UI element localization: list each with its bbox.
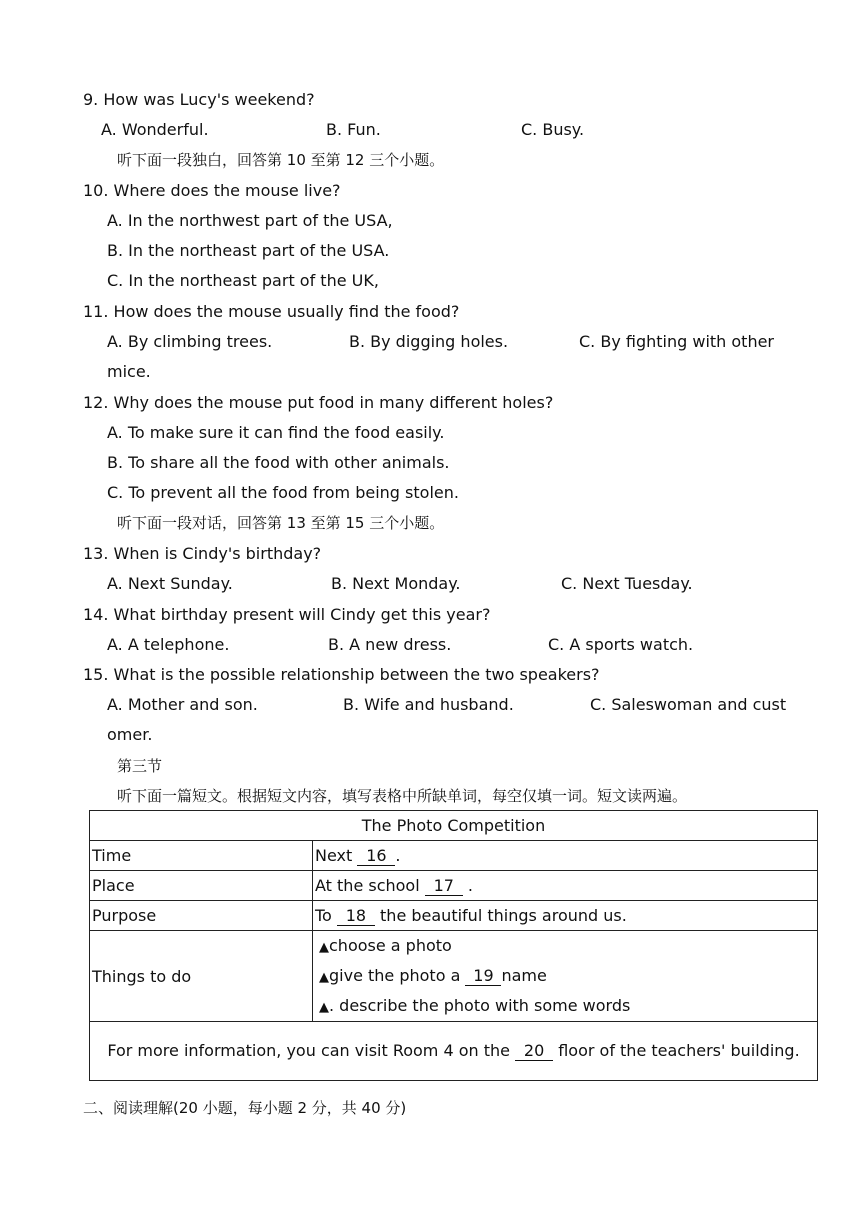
table-row-things	[90, 931, 818, 1022]
blank-19: 19	[465, 967, 501, 986]
thing-1	[313, 931, 817, 961]
q15-option-c: C. Saleswoman and cust	[590, 695, 787, 714]
part-2-heading: 二、阅读理解(20 小题，每小题 2 分，共 40 分)	[83, 1099, 407, 1117]
blank-17: 17	[425, 877, 463, 896]
q11-option-c: C. By fighting with other	[579, 332, 775, 351]
q13-option-a: A. Next Sunday.	[107, 574, 233, 593]
place-value	[313, 871, 818, 901]
question-11: 11. How does the mouse usually find the food?	[83, 302, 460, 321]
things-value	[313, 931, 818, 1022]
q11-option-a: A. By climbing trees.	[107, 332, 273, 351]
time-prefix: Next	[315, 845, 353, 865]
footer-suffix: floor of the teachers' building.	[558, 1041, 800, 1060]
q9-option-a: A. Wonderful.	[101, 120, 209, 139]
q13-option-c: C. Next Tuesday.	[561, 574, 693, 593]
monologue-instruction: 听下面一段独白，回答第 10 至第 12 三个小题。	[117, 151, 445, 169]
q14-option-a: A. A telephone.	[107, 635, 230, 654]
question-13: 13. When is Cindy's birthday?	[83, 544, 322, 563]
q14-option-b: B. A new dress.	[328, 635, 452, 654]
table-title: The Photo Competition	[90, 811, 818, 841]
section-3-description: 听下面一篇短文。根据短文内容，填写表格中所缺单词，每空仅填一词。短文读两遍。	[117, 787, 688, 805]
q12-option-a: A. To make sure it can find the food easily.	[107, 423, 445, 442]
blank-16: 16	[357, 847, 395, 866]
q10-option-a: A. In the northwest part of the USA,	[107, 211, 393, 230]
thing-3-text: . describe the photo with some words	[329, 996, 631, 1015]
question-12: 12. Why does the mouse put food in many different holes?	[83, 393, 554, 412]
place-prefix: At the school	[315, 875, 420, 895]
question-10: 10. Where does the mouse live?	[83, 181, 341, 200]
q13-option-b: B. Next Monday.	[331, 574, 461, 593]
q15-option-b: B. Wife and husband.	[343, 695, 514, 714]
things-label: Things to do	[90, 931, 313, 1022]
triangle-icon: ▲	[319, 940, 329, 955]
q11-option-c-continued: mice.	[107, 362, 151, 381]
thing-3	[313, 991, 817, 1021]
question-15: 15. What is the possible relationship between the two speakers?	[83, 665, 600, 684]
triangle-icon: ▲	[319, 970, 329, 985]
question-14: 14. What birthday present will Cindy get this year?	[83, 605, 491, 624]
place-label: Place	[90, 871, 313, 901]
q10-option-b: B. In the northeast part of the USA.	[107, 241, 390, 260]
footer-prefix: For more information, you can visit Room 4 on the	[107, 1041, 511, 1060]
q12-option-c: C. To prevent all the food from being stolen.	[107, 483, 459, 502]
triangle-icon: ▲	[319, 1000, 329, 1015]
purpose-prefix: To	[315, 905, 332, 925]
q14-option-c: C. A sports watch.	[548, 635, 694, 654]
table-row-time	[90, 841, 818, 871]
q9-option-b: B. Fun.	[326, 120, 381, 139]
table-footer	[90, 1022, 818, 1081]
question-9: 9. How was Lucy's weekend?	[83, 90, 315, 109]
table-row-place	[90, 871, 818, 901]
q11-option-b: B. By digging holes.	[349, 332, 509, 351]
blank-20: 20	[515, 1042, 553, 1061]
thing-2-suffix: name	[501, 966, 547, 985]
dialogue-instruction: 听下面一段对话，回答第 13 至第 15 三个小题。	[117, 514, 445, 532]
table-row-footer	[90, 1022, 818, 1081]
q15-option-c-continued: omer.	[107, 725, 153, 744]
time-suffix: .	[395, 845, 401, 865]
thing-2-prefix: give the photo a	[329, 966, 461, 985]
section-3-heading: 第三节	[117, 757, 163, 775]
place-suffix: .	[467, 875, 473, 895]
time-value	[313, 841, 818, 871]
photo-competition-table	[89, 810, 818, 1081]
purpose-suffix: the beautiful things around us.	[380, 905, 627, 925]
q12-option-b: B. To share all the food with other animals.	[107, 453, 450, 472]
thing-2	[313, 961, 817, 991]
purpose-label: Purpose	[90, 901, 313, 931]
thing-1-text: choose a photo	[329, 936, 452, 955]
time-label: Time	[90, 841, 313, 871]
blank-18: 18	[337, 907, 375, 926]
q10-option-c: C. In the northeast part of the UK,	[107, 271, 379, 290]
purpose-value	[313, 901, 818, 931]
q15-option-a: A. Mother and son.	[107, 695, 258, 714]
table-row-purpose	[90, 901, 818, 931]
q9-option-c: C. Busy.	[521, 120, 585, 139]
